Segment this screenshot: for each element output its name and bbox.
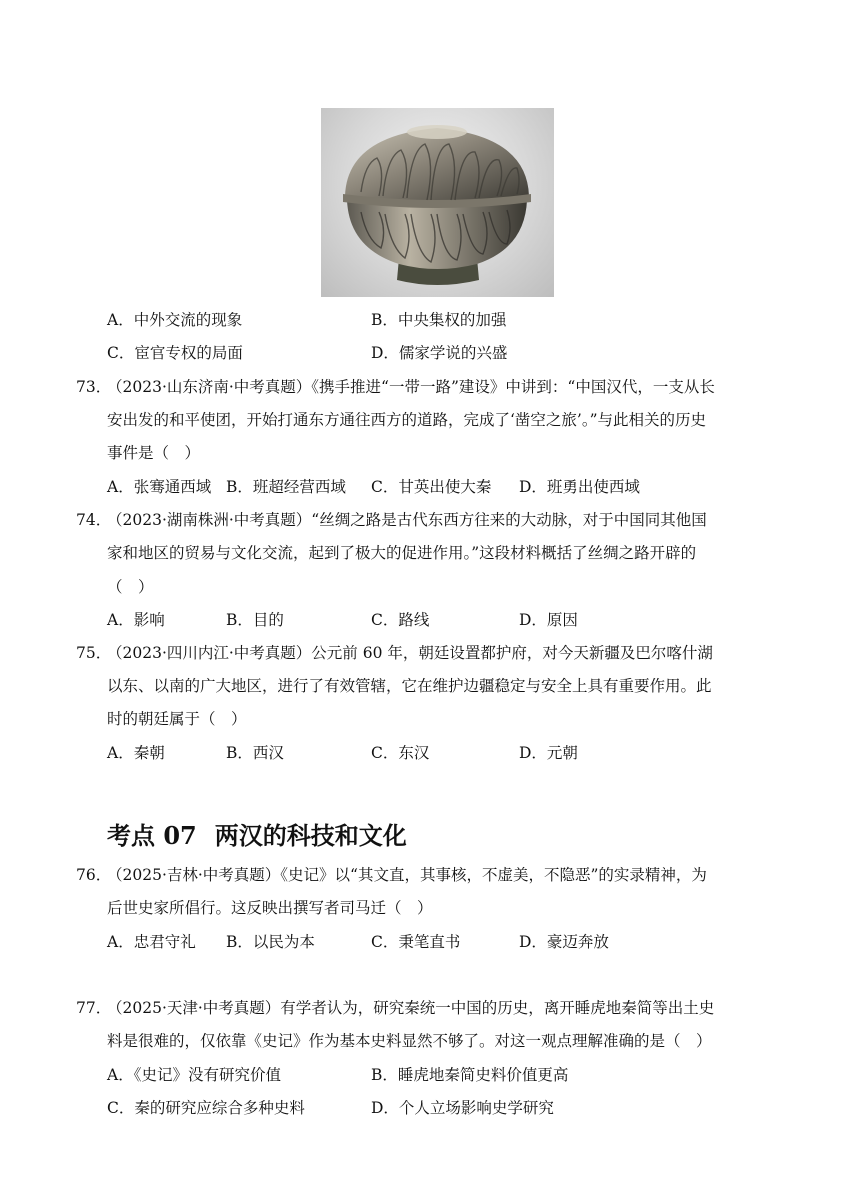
q74-number: 74． <box>76 511 112 529</box>
section-title: 两汉的科技和文化 <box>214 821 407 850</box>
q77-option-c: C．秦的研究应综合多种史料 <box>107 1099 305 1117</box>
q74-text-line2: 家和地区的贸易与文化交流，起到了极大的促进作用。”这段材料概括了丝绸之路开辟的 <box>107 544 697 562</box>
q76-option-d: D．豪迈奔放 <box>519 933 609 951</box>
q75-option-b: B．西汉 <box>226 744 284 762</box>
q73-option-a: A．张骞通西域 <box>107 478 212 496</box>
q72-option-c: C．宦官专权的局面 <box>107 344 243 362</box>
q74-text-line1: （2023·湖南株洲·中考真题）“丝绸之路是古代东西方往来的大动脉，对于中国同其他国 <box>107 511 707 529</box>
q74-option-d: D．原因 <box>519 611 578 629</box>
q75-option-a: A．秦朝 <box>107 744 165 762</box>
q77-number: 77． <box>76 999 112 1017</box>
q75-option-c: C．东汉 <box>371 744 430 762</box>
q74-text-line3: （ ） <box>107 578 154 596</box>
q72-option-b: B．中央集权的加强 <box>371 311 507 329</box>
q77-option-b: B．睡虎地秦简史料价值更高 <box>371 1066 569 1084</box>
q75-text-line2: 以东、以南的广大地区，进行了有效管辖，它在维护边疆稳定与安全上具有重要作用。此 <box>107 677 712 695</box>
q76-text-line2: 后世史家所倡行。这反映出撰写者司马迁（ ） <box>107 899 433 917</box>
q76-option-b: B．以民为本 <box>226 933 315 951</box>
q72-option-a: A．中外交流的现象 <box>107 311 243 329</box>
q74-option-c: C．路线 <box>371 611 430 629</box>
q75-text-line3: 时的朝廷属于（ ） <box>107 710 247 728</box>
q73-text-line2: 安出发的和平使团，开始打通东方通往西方的道路，完成了‘凿空之旅’。”与此相关的历史 <box>107 411 707 429</box>
q73-option-c: C．甘英出使大秦 <box>371 478 492 496</box>
q76-number: 76． <box>76 866 112 884</box>
section-label: 考点 07 <box>107 821 197 850</box>
q77-option-d: D．个人立场影响史学研究 <box>371 1099 554 1117</box>
q77-option-a: A．《史记》没有研究价值 <box>107 1066 281 1084</box>
q73-text-line1: （2023·山东济南·中考真题）《携手推进“一带一路”建设》中讲到：“中国汉代，一支从长 <box>107 378 715 396</box>
q73-option-b: B．班超经营西域 <box>226 478 346 496</box>
q75-option-d: D．元朝 <box>519 744 578 762</box>
q73-number: 73． <box>76 378 112 396</box>
section-heading <box>107 820 407 852</box>
silver-box-photo <box>321 108 554 297</box>
q73-text-line3: 事件是（ ） <box>107 444 201 462</box>
q76-option-a: A．忠君守礼 <box>107 933 196 951</box>
q77-text-line1: （2025·天津·中考真题）有学者认为，研究秦统一中国的历史，离开睡虎地秦简等出土史 <box>107 999 715 1017</box>
silver-box-illustration <box>321 108 554 297</box>
q75-number: 75． <box>76 644 112 662</box>
q72-option-d: D．儒家学说的兴盛 <box>371 344 508 362</box>
q75-text-line1: （2023·四川内江·中考真题）公元前 60 年，朝廷设置都护府，对今天新疆及巴尔喀什湖 <box>107 644 713 662</box>
q73-option-d: D．班勇出使西域 <box>519 478 640 496</box>
q74-option-b: B．目的 <box>226 611 284 629</box>
q76-option-c: C．秉笔直书 <box>371 933 461 951</box>
q76-text-line1: （2025·吉林·中考真题）《史记》以“其文直，其事核，不虚美，不隐恶”的实录精神，为 <box>107 866 707 884</box>
q77-text-line2: 料是很难的，仅依靠《史记》作为基本史料显然不够了。对这一观点理解准确的是（ ） <box>107 1032 712 1050</box>
q74-option-a: A．影响 <box>107 611 165 629</box>
